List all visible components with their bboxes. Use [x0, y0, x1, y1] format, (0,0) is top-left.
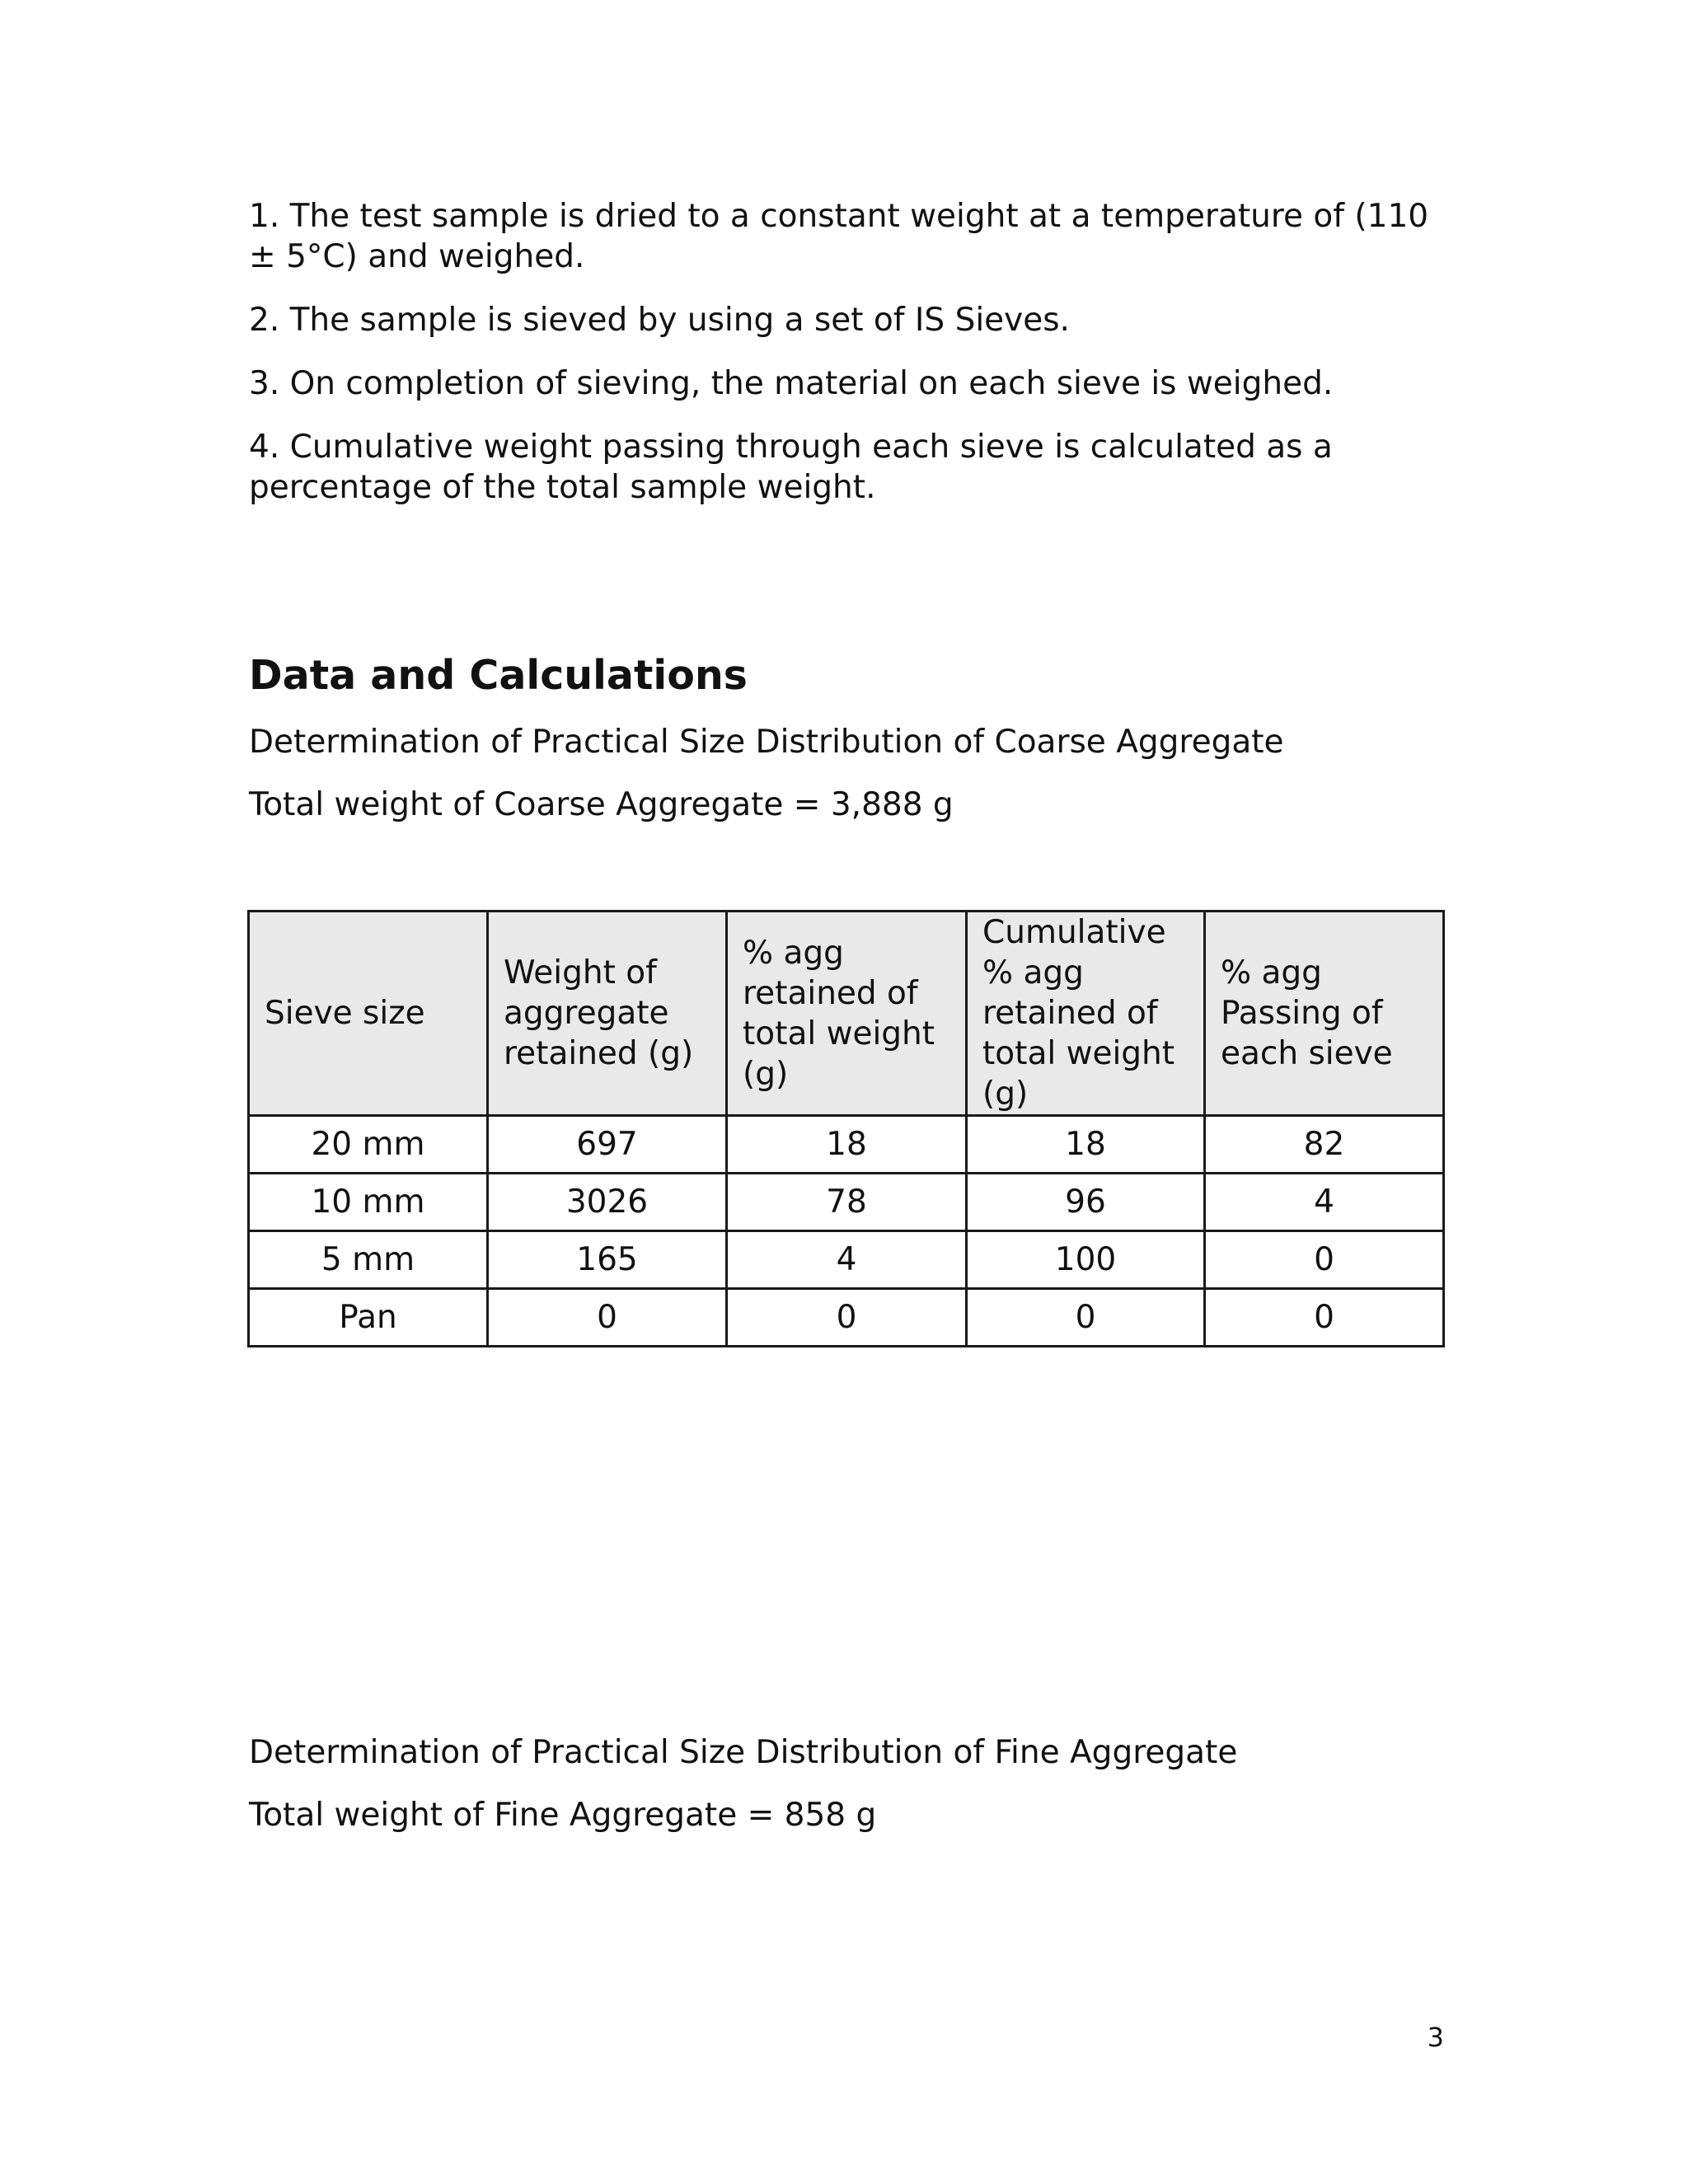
- cell-sieve-size: 20 mm: [249, 1116, 488, 1174]
- header-percent-retained: % agg retained of total weight (g): [727, 912, 967, 1116]
- fine-aggregate-title: Determination of Practical Size Distribution of Fine Aggregate: [249, 1734, 1238, 1771]
- cell-sieve-size: 5 mm: [249, 1231, 488, 1289]
- procedure-step: 3. On completion of sieving, the material on each sieve is weighed.: [249, 365, 1334, 402]
- cell-weight-retained: 697: [488, 1116, 727, 1174]
- cell-sieve-size: 10 mm: [249, 1174, 488, 1231]
- section-heading: Data and Calculations: [249, 652, 748, 699]
- header-sieve-size: Sieve size: [249, 912, 488, 1116]
- table-header-row: [249, 912, 1444, 1116]
- cell-percent-retained: 78: [727, 1174, 967, 1231]
- coarse-aggregate-title: Determination of Practical Size Distribution of Coarse Aggregate: [249, 724, 1284, 761]
- cell-weight-retained: 0: [488, 1289, 727, 1347]
- header-weight-retained: Weight of aggregate retained (g): [488, 912, 727, 1116]
- procedure-steps-list: [249, 196, 1452, 531]
- cell-cumulative-retained: 18: [967, 1116, 1205, 1174]
- table-row: [249, 1116, 1444, 1174]
- cell-percent-passing: 0: [1205, 1289, 1444, 1347]
- cell-cumulative-retained: 0: [967, 1289, 1205, 1347]
- cell-weight-retained: 3026: [488, 1174, 727, 1231]
- sieve-analysis-table: [247, 910, 1445, 1347]
- table-row: [249, 1289, 1444, 1347]
- table-row: [249, 1174, 1444, 1231]
- cell-weight-retained: 165: [488, 1231, 727, 1289]
- coarse-aggregate-total: Total weight of Coarse Aggregate = 3,888 g: [249, 786, 954, 823]
- cell-percent-retained: 0: [727, 1289, 967, 1347]
- header-percent-passing: % agg Passing of each sieve: [1205, 912, 1444, 1116]
- cell-cumulative-retained: 100: [967, 1231, 1205, 1289]
- cell-sieve-size: Pan: [249, 1289, 488, 1347]
- cell-percent-retained: 18: [727, 1116, 967, 1174]
- header-cumulative-retained: Cumulative % agg retained of total weight (g): [967, 912, 1205, 1116]
- table-row: [249, 1231, 1444, 1289]
- cell-percent-passing: 4: [1205, 1174, 1444, 1231]
- cell-percent-passing: 82: [1205, 1116, 1444, 1174]
- page-number: 3: [1427, 2022, 1444, 2053]
- procedure-step: 1. The test sample is dried to a constant weight at a temperature of (110 ± 5°C) and weighed.: [249, 198, 1429, 275]
- fine-aggregate-total: Total weight of Fine Aggregate = 858 g: [249, 1797, 877, 1834]
- procedure-step: 2. The sample is sieved by using a set of IS Sieves.: [249, 302, 1070, 339]
- cell-percent-retained: 4: [727, 1231, 967, 1289]
- cell-cumulative-retained: 96: [967, 1174, 1205, 1231]
- procedure-step: 4. Cumulative weight passing through each sieve is calculated as a percentage of the total sample weight.: [249, 429, 1333, 506]
- cell-percent-passing: 0: [1205, 1231, 1444, 1289]
